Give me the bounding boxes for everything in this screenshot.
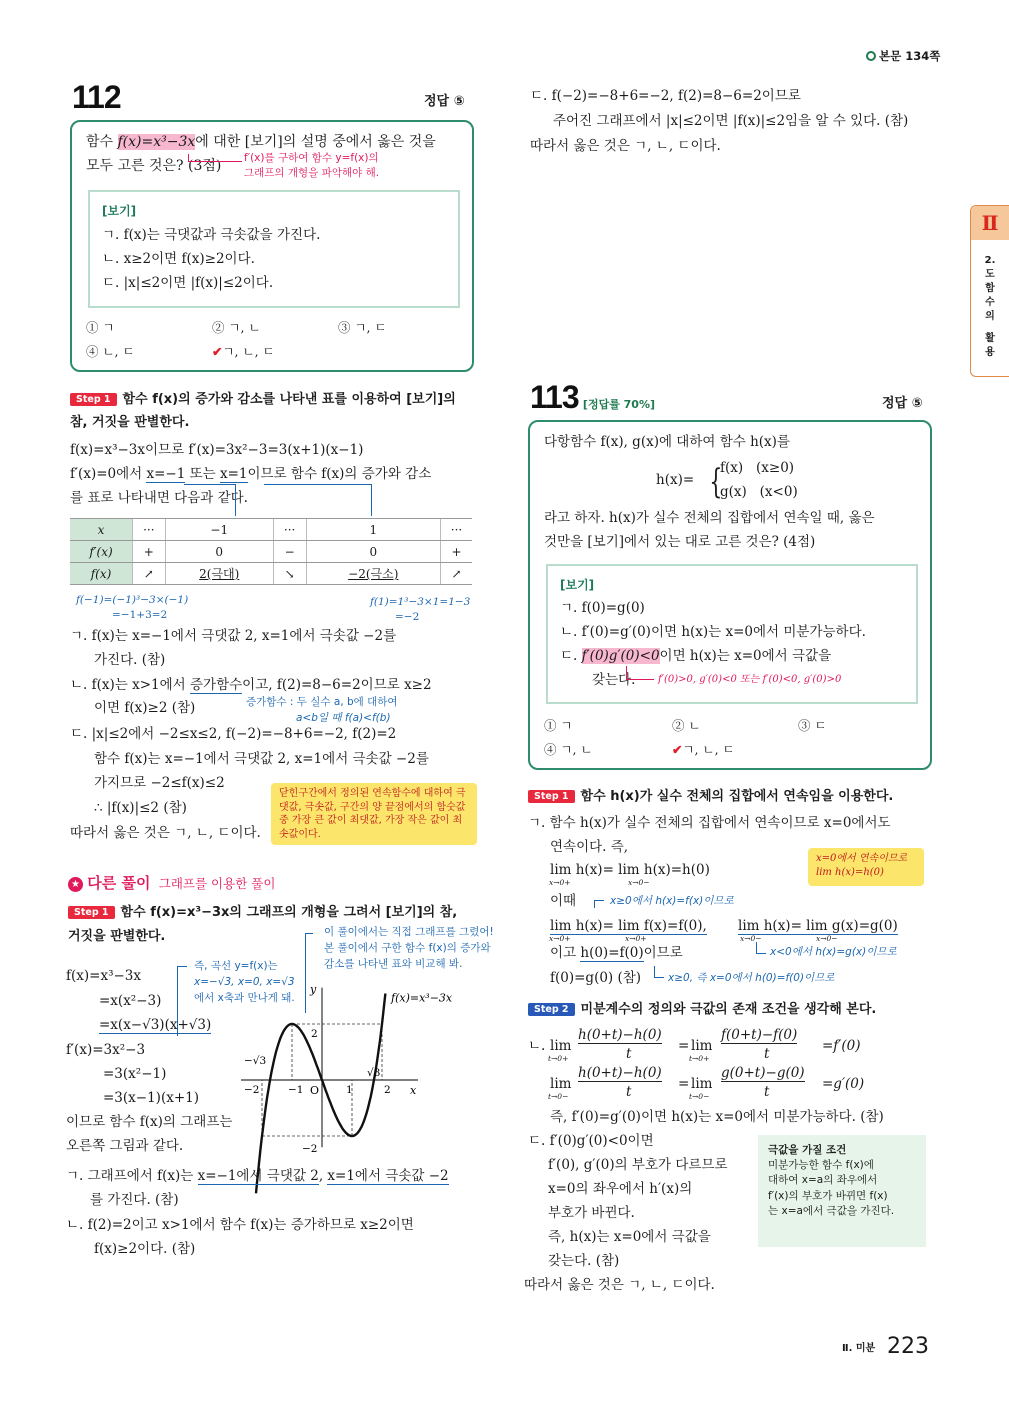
note-a: x≥0에서 h(x)=f(x)이므로 xyxy=(610,895,734,907)
limit-sub: x→0− xyxy=(740,934,762,943)
alt-r3: 따라서 옳은 것은 ㄱ, ㄴ, ㄷ이다. xyxy=(530,138,721,154)
alt-eq: 이므로 함수 f(x)의 그래프는 xyxy=(66,1114,233,1130)
chapter-char: 용 xyxy=(985,347,995,358)
bogi-item: ㄷ. |x|≤2이면 |f(x)|≤2이다. xyxy=(102,275,274,291)
alt-r1: ㄷ. f(−2)=−8+6=−2, f(2)=8−6=2이므로 xyxy=(530,88,801,104)
sol112-a1: ㄱ. f(x)는 x=−1에서 극댓값 2, x=1에서 극솟값 −2를 xyxy=(70,628,397,644)
table-header-cell: f(x) xyxy=(70,563,132,585)
table-header-cell: x xyxy=(70,519,132,541)
choice-2[interactable]: ② ㄱ, ㄴ xyxy=(212,320,261,335)
q112-note-2: 그래프의 개형을 파악해야 해. xyxy=(244,167,380,179)
sol113-k6: 이고 h(0)=f(0)이므로 xyxy=(550,945,683,961)
sol113-c5: 즉, h(x)는 x=0에서 극값을 xyxy=(548,1229,711,1245)
circle-icon xyxy=(866,51,876,61)
alt-eq: =x(x−√3)(x+√3) xyxy=(99,1017,212,1033)
sol113-k5b: lim h(x)= lim g(x)=g(0) xyxy=(738,918,898,934)
sol113-c4: 부호가 바뀐다. xyxy=(548,1205,635,1221)
question-113-box xyxy=(528,420,932,770)
limit-sub: x→0+ xyxy=(625,934,647,943)
step-badge: Step 2 xyxy=(528,1003,575,1016)
alt-r2: 주어진 그래프에서 |x|≤2이면 |f(x)|≤2임을 알 수 있다. (참) xyxy=(553,113,909,129)
sol113-k5a: lim h(x)= lim f(x)=f(0), xyxy=(550,918,707,934)
arrow-icon xyxy=(188,154,242,162)
choice-5[interactable]: ✔ㄱ, ㄴ, ㄷ xyxy=(212,344,275,359)
choice-1[interactable]: ① ㄱ xyxy=(86,320,115,335)
table-cell: −1 xyxy=(165,519,273,541)
tip-body: 는 x=a에서 극값을 가진다. xyxy=(768,1204,895,1217)
alt-eq: =3(x²−1) xyxy=(103,1066,167,1082)
leader-line xyxy=(184,484,236,516)
arrow-icon xyxy=(626,666,654,680)
table-cell: 0 xyxy=(165,541,273,563)
alt-solution-header: ★ 다른 풀이 그래프를 이용한 풀이 xyxy=(68,874,275,892)
limit-sub: x→0− xyxy=(816,934,838,943)
question-113-header xyxy=(530,378,655,416)
sol113-c2: f′(0), g′(0)의 부호가 다르므로 xyxy=(548,1157,728,1173)
sol112-step1-2: 참, 거짓을 판별한다. xyxy=(70,415,190,430)
chapter-char: 함 xyxy=(985,283,995,294)
table-cell: ··· xyxy=(132,519,165,541)
q113-def-r2: g(x) (x<0) xyxy=(720,484,798,500)
tick-label: 2 xyxy=(311,1028,318,1040)
note-b: x<0에서 h(x)=g(x)이므로 xyxy=(770,946,897,958)
increase-decrease-table xyxy=(70,518,472,585)
leader-line xyxy=(264,484,372,516)
q112-stem-2: 모두 고른 것은? (3점) xyxy=(86,158,222,174)
sol113-step1: Step 1 함수 h(x)가 실수 전체의 집합에서 연속임을 이용한다. xyxy=(528,789,893,805)
alt-g1: ㄱ. 그래프에서 f(x)는 x=−1에서 극댓값 2, x=1에서 극솟값 −2 xyxy=(66,1168,449,1184)
alt-eq: =x(x²−3) xyxy=(99,993,162,1009)
sol113-c6: 갖는다. (참) xyxy=(548,1253,620,1269)
choice-4[interactable]: ④ ㄴ, ㄷ xyxy=(86,344,135,359)
sol113-c1: ㄷ. f′(0)g′(0)<0이면 xyxy=(528,1133,654,1149)
sol113-k1: ㄱ. 함수 h(x)가 실수 전체의 집합에서 연속이므로 x=0에서도 xyxy=(528,815,891,831)
sol112-a3: ㄷ. |x|≤2에서 −2≤x≤2, f(−2)=−8+6=−2, f(2)=2 xyxy=(70,726,397,742)
footer-section: Ⅱ. 미분 xyxy=(842,1343,876,1354)
q112-stem: 함수 f(x)=x³−3x에 대한 [보기]의 설명 중에서 옳은 것을 xyxy=(86,134,436,150)
bogi-title: [보기] xyxy=(560,578,595,592)
blue-note-2: 본 풀이에서 구한 함수 f(x)의 증가와 xyxy=(324,942,491,954)
arrow-icon xyxy=(594,900,604,908)
table-cell: ↗ xyxy=(132,563,165,585)
q113-def-lhs: h(x)= xyxy=(656,472,695,488)
alt-g2: ㄴ. f(2)=2이고 x>1에서 함수 f(x)는 증가하므로 x≥2이면 xyxy=(66,1217,414,1233)
q113-s3: 것만을 [보기]에서 있는 대로 고른 것은? (4점) xyxy=(544,534,816,550)
x-axis-label: x xyxy=(410,1084,417,1097)
table-row xyxy=(70,563,472,585)
alt-eq: 오른쪽 그림과 같다. xyxy=(66,1138,184,1154)
bogi-title: [보기] xyxy=(102,204,137,218)
q112-bogi-box xyxy=(88,190,460,308)
question-112-box xyxy=(70,120,474,372)
correct-rate: [정답률 70%] xyxy=(582,398,656,411)
note-c: x≥0, 즉 x=0에서 h(0)=f(0)이므로 xyxy=(668,972,835,984)
limit-sub: x→0+ xyxy=(549,934,571,943)
bogi-item: 갖는다. xyxy=(592,672,636,688)
arrow-icon xyxy=(654,966,664,978)
table-row xyxy=(70,541,472,563)
max-min-tip: 닫힌구간에서 정의된 연속함수에 대하여 극댓값, 극솟값, 구간의 양 끝점에서의 함숫값 중 가장 큰 값이 최댓값, 가장 작은 값이 최솟값이다. xyxy=(271,783,477,845)
sol112-line: f(x)=x³−3x이므로 f′(x)=3x²−3=3(x+1)(x−1) xyxy=(70,442,364,458)
q113-s1: 다항함수 f(x), g(x)에 대하여 함수 h(x)를 xyxy=(544,434,790,450)
step-badge: Step 1 xyxy=(68,906,115,919)
alt-eq: f(x)=x³−3x xyxy=(66,968,141,984)
sol113-d3: 즉, f′(0)=g′(0)이면 h(x)는 x=0에서 미분가능하다. (참) xyxy=(550,1109,884,1125)
table-note-right-2: =−2 xyxy=(395,611,420,623)
table-row xyxy=(70,519,472,541)
tip-body: 대하여 x=a의 좌우에서 xyxy=(768,1174,878,1187)
tick-label: 1 xyxy=(346,1084,353,1096)
tick-label: √3 xyxy=(367,1067,381,1079)
sol113-conclusion: 따라서 옳은 것은 ㄱ, ㄴ, ㄷ이다. xyxy=(524,1277,715,1293)
star-icon: ★ xyxy=(68,877,83,892)
increase-note-1: 증가함수 : 두 실수 a, b에 대하여 xyxy=(246,696,398,708)
table-cell: ··· xyxy=(441,519,472,541)
cubic-graph xyxy=(236,968,476,1158)
answer-112: 정답 ⑤ xyxy=(424,94,465,109)
choice-2[interactable]: ② ㄴ xyxy=(672,718,701,733)
alt-g1b: 를 가진다. (참) xyxy=(90,1192,179,1208)
sol113-c3: x=0의 좌우에서 h′(x)의 xyxy=(548,1181,693,1197)
chapter-char: 의 xyxy=(985,311,995,322)
choice-1[interactable]: ① ㄱ xyxy=(544,718,573,733)
chapter-tab xyxy=(970,205,1009,377)
q113-s2: 라고 하자. h(x)가 실수 전체의 집합에서 연속일 때, 옳은 xyxy=(544,510,875,526)
derivative-line-2: lim t→0− h(0+t)−h(0) t = lim t→0− g(0+t)−g(0) t =g′(0) xyxy=(548,1065,865,1101)
checkmark-icon: ✔ xyxy=(672,742,683,757)
tick-label: 2 xyxy=(384,1084,391,1096)
table-cell: 2(극대) xyxy=(165,563,273,585)
sol112-line: 를 표로 나타내면 다음과 같다. xyxy=(70,490,248,506)
page-number: 223 xyxy=(887,1334,929,1359)
alt-eq: f′(x)=3x²−3 xyxy=(66,1042,146,1058)
q112-note-1: f′(x)를 구하여 함수 y=f(x)의 xyxy=(244,152,379,164)
table-note-right-1: f(1)=1³−3×1=1−3 xyxy=(370,596,471,608)
chapter-tab-title xyxy=(971,240,1009,360)
sol113-k7: f(0)=g(0) (참) xyxy=(550,970,642,986)
y-axis-label: y xyxy=(310,983,317,997)
continuity-tip: x=0에서 연속이므로 lim h(x)=h(0) xyxy=(808,848,924,886)
table-cell: ··· xyxy=(273,519,306,541)
extremum-condition-tip xyxy=(758,1135,926,1247)
tick-label: −2 xyxy=(244,1084,260,1096)
choice-3[interactable]: ③ ㄱ, ㄷ xyxy=(338,320,387,335)
curve-label: f(x)=x³−3x xyxy=(391,991,453,1005)
sol112-a1b: 가진다. (참) xyxy=(94,652,166,668)
bogi-item: ㄴ. x≥2이면 f(x)≥2이다. xyxy=(102,251,255,267)
alt-g2b: f(x)≥2이다. (참) xyxy=(94,1241,196,1257)
brace: { xyxy=(709,462,723,502)
limit-sub: x→0+ xyxy=(549,878,571,887)
tip-title: 극값을 가질 조건 xyxy=(768,1144,847,1156)
increase-note-2: a<b일 때 f(a)<f(b) xyxy=(296,712,391,724)
limit-sub: x→0− xyxy=(628,878,650,887)
derivative-line-1: ㄴ. lim t→0+ h(0+t)−h(0) t = lim t→0+ f(0+t)−f(0) t =f′(0) xyxy=(528,1027,861,1063)
origin-label: O xyxy=(310,1084,320,1097)
sol112-a2b: 이면 f(x)≥2 (참) xyxy=(94,700,196,716)
choice-3[interactable]: ③ ㄷ xyxy=(798,718,827,733)
question-number-112: 112 xyxy=(72,79,121,115)
sol112-a3c: 가지므로 −2≤f(x)≤2 xyxy=(94,775,225,791)
tick-label: −2 xyxy=(302,1143,318,1155)
sol113-k2: 연속이다. 즉, xyxy=(550,839,629,855)
chapter-char: 2. xyxy=(984,255,996,266)
arrow-icon xyxy=(756,942,766,954)
sol113-k4: 이때 xyxy=(550,893,577,909)
table-cell: 1 xyxy=(306,519,441,541)
alt-eq: =3(x−1)(x+1) xyxy=(103,1090,199,1106)
tip-body: f′(x)의 부호가 바뀌면 f(x) xyxy=(768,1189,888,1202)
table-note-left-1: f(−1)=(−1)³−3×(−1) xyxy=(76,594,189,606)
chapter-char: 수 xyxy=(985,297,995,308)
chapter-char: 활 xyxy=(985,333,995,344)
root-note-1: 즉, 곡선 y=f(x)는 xyxy=(194,960,278,972)
checkmark-icon: ✔ xyxy=(212,344,223,359)
tick-label: −√3 xyxy=(244,1055,267,1067)
bogi-item: ㄷ. f′(0)g′(0)<0이면 h(x)는 x=0에서 극값을 xyxy=(560,648,832,664)
sol112-conclusion: 따라서 옳은 것은 ㄱ, ㄴ, ㄷ이다. xyxy=(70,825,261,841)
tick-label: −1 xyxy=(288,1084,304,1096)
chapter-tab-roman: Ⅱ xyxy=(971,206,1009,240)
table-cell: −2(극소) xyxy=(306,563,441,585)
q113-def-r1: f(x) (x≥0) xyxy=(720,460,795,476)
bogi-item: ㄱ. f(x)는 극댓값과 극솟값을 가진다. xyxy=(102,227,321,243)
bogi-item: ㄱ. f(0)=g(0) xyxy=(560,600,645,616)
page-reference: 본문 134쪽 xyxy=(866,50,940,64)
table-cell: ↗ xyxy=(441,563,472,585)
question-number-113: 113 xyxy=(530,379,579,415)
blue-note-1: 이 풀이에서는 직접 그래프를 그렸어! xyxy=(324,926,494,938)
table-cell: + xyxy=(132,541,165,563)
sol112-a2: ㄴ. f(x)는 x>1에서 증가함수이고, f(2)=8−6=2이므로 x≥2 xyxy=(70,677,432,693)
root-note-2: x=−√3, x=0, x=√3 xyxy=(194,976,295,988)
choice-5[interactable]: ✔ㄱ, ㄴ, ㄷ xyxy=(672,742,735,757)
curve-f xyxy=(256,994,385,1194)
alt-step1-2: 거짓을 판별한다. xyxy=(68,929,166,944)
step-badge: Step 1 xyxy=(70,393,117,406)
bogi-item: ㄴ. f′(0)=g′(0)이면 h(x)는 x=0에서 미분가능하다. xyxy=(560,624,866,640)
step-badge: Step 1 xyxy=(528,790,575,803)
table-cell: 0 xyxy=(306,541,441,563)
sol113-k3: lim h(x)= lim h(x)=h(0) xyxy=(550,862,710,878)
sol112-line: f′(x)=0에서 x=−1 또는 x=1이므로 함수 f(x)의 증가와 감소 xyxy=(70,466,432,482)
sol112-step1: Step 1 함수 f(x)의 증가와 감소를 나타낸 표를 이용하여 [보기]의 xyxy=(70,392,456,408)
q112-highlight: f(x)=x³−3x xyxy=(117,134,196,150)
answer-113: 정답 ⑤ xyxy=(882,396,923,411)
table-cell: + xyxy=(441,541,472,563)
sol113-step2: Step 2 미분계수의 정의와 극값의 존재 조건을 생각해 본다. xyxy=(528,1002,876,1018)
q113-note: f′(0)>0, g′(0)<0 또는 f′(0)<0, g′(0)>0 xyxy=(658,674,842,685)
table-header-cell: f′(x) xyxy=(70,541,132,563)
choice-4[interactable]: ④ ㄱ, ㄴ xyxy=(544,742,593,757)
chapter-char: 도 xyxy=(985,269,995,280)
root-note-3: 에서 x축과 만나게 돼. xyxy=(194,992,295,1004)
table-note-left-2: =−1+3=2 xyxy=(112,609,168,621)
table-cell: ↘ xyxy=(273,563,306,585)
table-cell: − xyxy=(273,541,306,563)
sol112-a3d: ∴ |f(x)|≤2 (참) xyxy=(94,800,187,816)
q113-bogi-box xyxy=(546,564,918,704)
sol112-a3b: 함수 f(x)는 x=−1에서 극댓값 2, x=1에서 극솟값 −2를 xyxy=(94,751,429,767)
alt-step1: Step 1 함수 f(x)=x³−3x의 그래프의 개형을 그려서 [보기]의 참, xyxy=(68,905,457,921)
tip-body: 미분가능한 함수 f(x)에 xyxy=(768,1159,874,1172)
blue-note-3: 감소를 나타낸 표와 비교해 봐. xyxy=(324,958,463,970)
